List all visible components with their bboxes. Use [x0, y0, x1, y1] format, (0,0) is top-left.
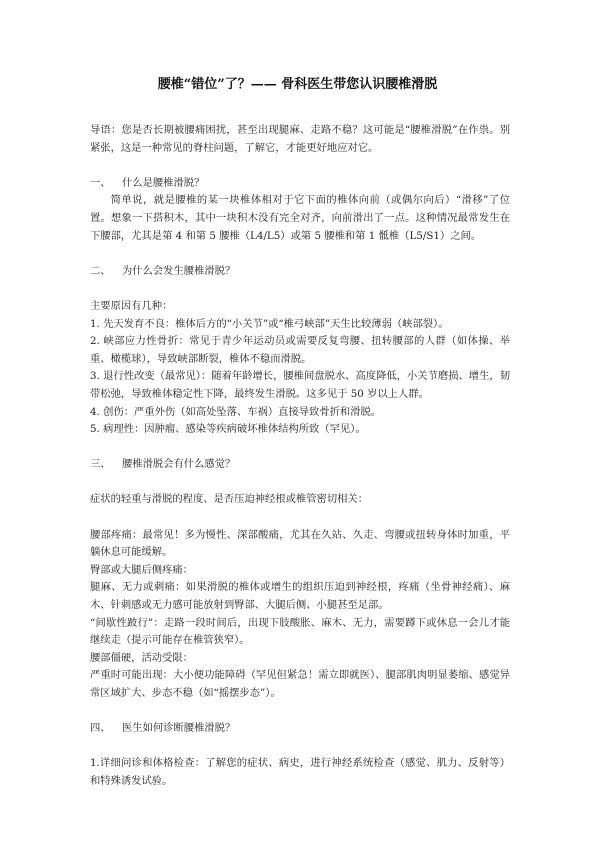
section-1-heading: 一、 什么是腰椎滑脱？: [90, 176, 205, 189]
list-item: 腰部僵硬，活动受限：: [90, 651, 193, 664]
list-item: 臀部或大腿后侧疼痛：: [90, 563, 193, 576]
section-2-heading: 二、 为什么会发生腰椎滑脱？: [90, 264, 236, 277]
list-item: 4. 创伤：严重外伤（如高处坠落、车祸）直接导致骨折和滑脱。: [90, 405, 382, 418]
list-item: 1.详细问诊和体格检查：了解您的症状、病史，进行神经系统检查（感觉、肌力、反射等）和特殊诱发试验。: [90, 757, 510, 787]
list-item: 3. 退行性改变（最常见）：随着年龄增长，腰椎间盘脱水、高度降低，小关节磨损、增生，韧带松弛，导致椎体稳定性下降，最终发生滑脱。这多见于 50 岁以上人群。: [90, 370, 510, 400]
section-1-paragraph: 简单说，就是腰椎的某一块椎体相对于它下面的椎体向前（或偶尔向后）“滑移”了位置。想象一下搭积木，其中一块积木没有完全对齐，向前滑出了一点。这种情况最常发生在下腰部，尤其是第 4 和第 5 腰椎（L4/L5）或第 5 腰椎和第 1 骶椎（L5/S1）之间。: [90, 194, 510, 242]
list-item: “间歇性跛行”：走路一段时间后，出现下肢酸胀、麻木、无力，需要蹲下或休息一会儿才能继续走（提示可能存在椎管狭窄）。: [90, 616, 510, 647]
section-2-lead: 主要原因有几种：: [90, 299, 173, 312]
list-item: 1. 先天发育不良：椎体后方的“小关节”或“椎弓峡部”天生比较薄弱（峡部裂）。: [90, 317, 449, 330]
section-3-heading: 三、 腰椎滑脱会有什么感觉？: [90, 458, 236, 471]
list-item: 腿麻、无力或刺痛：如果滑脱的椎体或增生的组织压迫到神经根，疼痛（坐骨神经痛）、麻木、针刺感或无力感可能放射到臀部、大腿后侧、小腿甚至足部。: [90, 581, 510, 612]
list-item: 严重时可能出现：大小便功能障碍（罕见但紧急！需立即就医）、腿部肌肉明显萎缩、感觉异常区域扩大、步态不稳（如“摇摆步态”）。: [90, 669, 510, 699]
document-body: [90, 122, 510, 791]
list-item: 2. 峡部应力性骨折：常见于青少年运动员或需要反复弯腰、扭转腰部的人群（如体操、举重、橄榄球），导致峡部断裂，椎体不稳而滑脱。: [90, 335, 510, 365]
document-title: 腰椎“错位”了？—— 骨科医生带您认识腰椎滑脱: [157, 77, 438, 92]
section-4-heading: 四、 医生如何诊断腰椎滑脱？: [90, 722, 236, 735]
list-item: 5. 病理性：因肿瘤、感染等疾病破坏椎体结构所致（罕见）。: [90, 423, 366, 436]
list-item: 腰部疼痛：最常见！多为慢性、深部酸痛，尤其在久站、久走、弯腰或扭转身体时加重，平躺休息可能缓解。: [90, 528, 510, 559]
intro-paragraph: 导语：您是否长期被腰痛困扰，甚至出现腿麻、走路不稳？这可能是“腰椎滑脱”在作祟。别紧张，这是一种常见的脊柱问题，了解它，才能更好地应对它。: [90, 124, 510, 154]
section-3-lead: 症状的轻重与滑脱的程度、是否压迫神经根或椎管密切相关：: [90, 493, 369, 506]
